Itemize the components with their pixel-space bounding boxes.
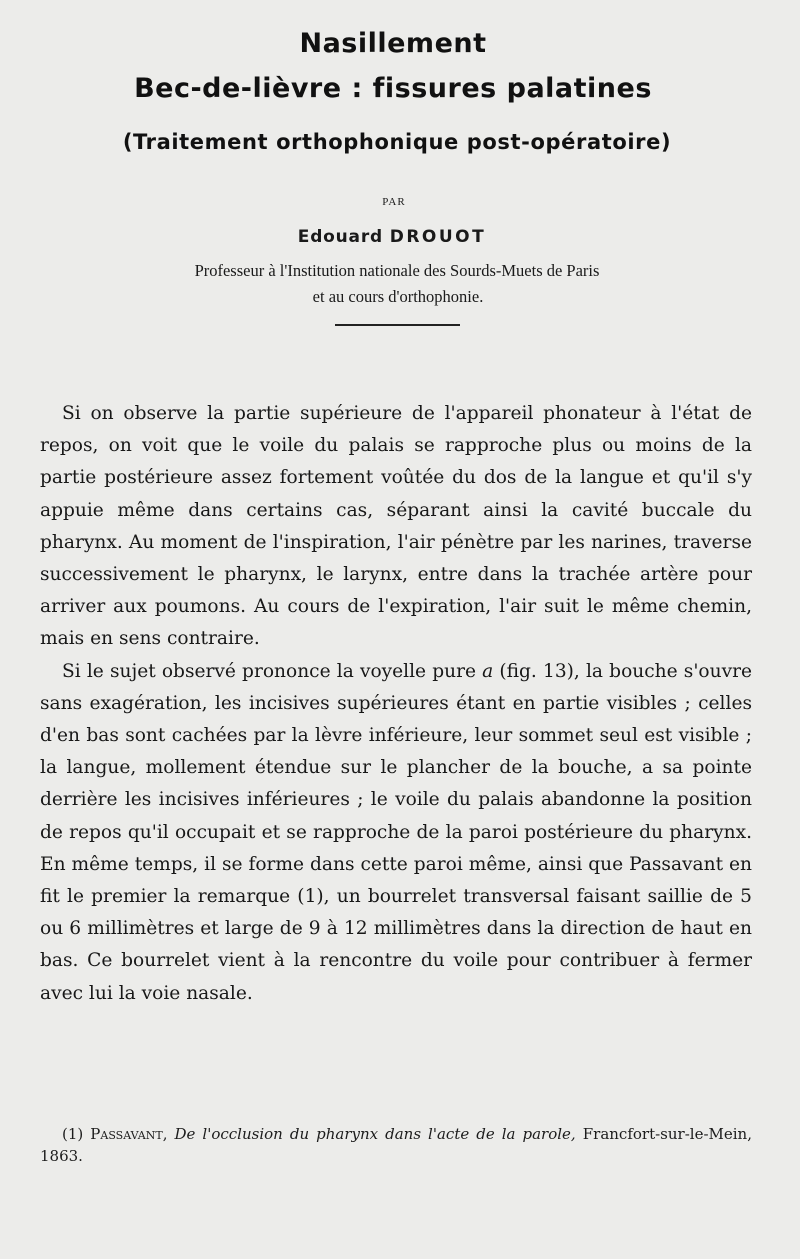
author-first-name: Edouard xyxy=(297,227,383,247)
title-line-1: Nasillement xyxy=(299,28,487,59)
title-line-2: Bec-de-lièvre : fissures palatines xyxy=(134,73,652,104)
subtitle: (Traitement orthophonique post-opératoire) xyxy=(122,130,672,154)
affiliation-line-2: et au cours d'orthophonie. xyxy=(312,287,484,306)
paragraph-1: Si on observe la partie supérieure de l'appareil phonateur à l'état de repos, on voit que le voile du palais se rapproche plus ou moins de la partie postérieure assez fortement voûtée du dos de la langue et qu'il s'y appuie même dans certains cas, séparant ainsi la cavité buccale du pharynx. Au moment de l'inspiration, l'air pénètre par les narines, traverse successivement le pharynx, le larynx, entre dans la trachée artère pour arriver aux poumons. Au cours de l'expiration, l'air suit le même chemin, mais en sens contraire. xyxy=(40,403,752,650)
paragraph-2-vowel: a xyxy=(482,660,494,682)
footnote-work-title: De l'occlusion du pharynx dans l'acte de la parole, xyxy=(174,1125,576,1143)
footnote-author: Passavant, xyxy=(90,1125,168,1143)
paragraph-2-start: Si le sujet observé prononce la voyelle pure xyxy=(62,660,483,682)
footnote-rest: Francfort-sur-le-Mein, 1863. xyxy=(40,1125,752,1165)
author-last-name: DROUOT xyxy=(389,227,487,247)
footnote-text xyxy=(40,1123,752,1167)
footnote xyxy=(40,1123,752,1167)
par-label: PAR xyxy=(382,196,406,208)
header-divider xyxy=(335,324,460,326)
paragraph-2 xyxy=(40,656,752,1010)
footnote-marker: (1) xyxy=(62,1125,84,1143)
author-name xyxy=(0,227,792,247)
affiliation-line-1: Professeur à l'Institution nationale des Sourds-Muets de Paris xyxy=(194,261,600,280)
body-text xyxy=(40,398,752,1010)
paragraph-2-end: (fig. 13), la bouche s'ouvre sans exagération, les incisives supérieures étant en partie visibles ; celles d'en bas sont cachées par la lèvre inférieure, leur sommet seul est visible ; la langue, mollement étendue sur le plancher de la bouche, a sa pointe derrière les incisives inférieures ; le voile du palais abandonne la position de repos qu'il occupait et se rapproche de la paroi postérieure du pharynx. En même temps, il se forme dans cette paroi même, ainsi que Passavant en fit le premier la remarque (1), un bourrelet transversal faisant saillie de 5 ou 6 millimètres et large de 9 à 12 millimètres dans la direction de haut en bas. Ce bourrelet vient à la rencontre du voile pour contribuer à fermer avec lui la voie nasale. xyxy=(40,660,753,1004)
